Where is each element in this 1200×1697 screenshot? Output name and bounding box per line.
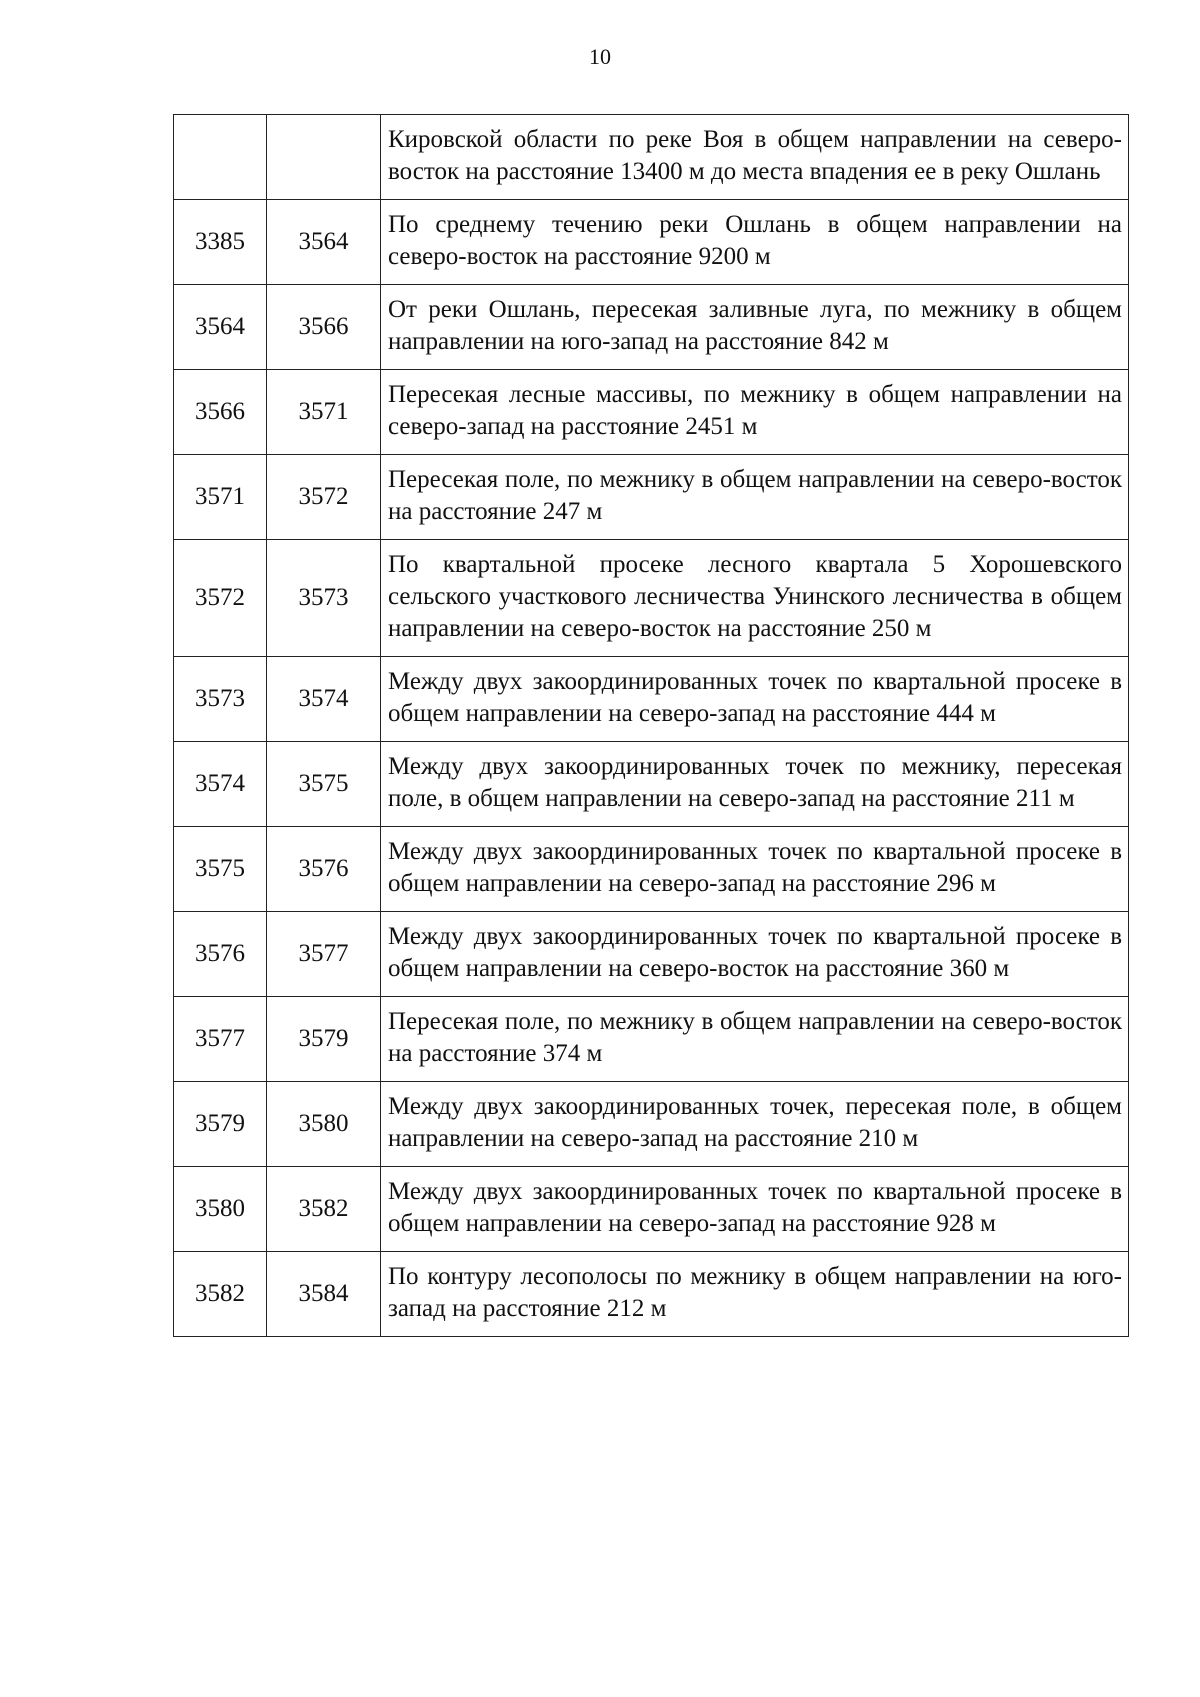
table-row — [174, 540, 1129, 657]
to-point-cell: 3564 — [267, 200, 381, 285]
from-point-cell: 3564 — [174, 285, 267, 370]
table-row — [174, 912, 1129, 997]
description-cell: От реки Ошлань, пересекая заливные луга, по межнику в общем направлении на юго-запад на расстояние 842 м — [381, 285, 1129, 370]
table-row — [174, 1167, 1129, 1252]
to-point-cell: 3582 — [267, 1167, 381, 1252]
to-point-cell — [267, 115, 381, 200]
to-point-cell: 3584 — [267, 1252, 381, 1337]
page-number: 10 — [589, 44, 611, 69]
from-point-cell: 3573 — [174, 657, 267, 742]
to-point-cell: 3572 — [267, 455, 381, 540]
description-cell: Между двух закоординированных точек по квартальной просеке в общем направлении на северо-запад на расстояние 444 м — [381, 657, 1129, 742]
to-point-cell: 3580 — [267, 1082, 381, 1167]
description-cell: Между двух закоординированных точек, пересекая поле, в общем направлении на северо-запад на расстояние 210 м — [381, 1082, 1129, 1167]
from-point-cell: 3576 — [174, 912, 267, 997]
table-row — [174, 997, 1129, 1082]
from-point-cell: 3574 — [174, 742, 267, 827]
to-point-cell: 3579 — [267, 997, 381, 1082]
table-row — [174, 370, 1129, 455]
from-point-cell: 3579 — [174, 1082, 267, 1167]
to-point-cell: 3574 — [267, 657, 381, 742]
to-point-cell: 3566 — [267, 285, 381, 370]
description-cell: Между двух закоординированных точек по квартальной просеке в общем направлении на северо-запад на расстояние 928 м — [381, 1167, 1129, 1252]
from-point-cell: 3571 — [174, 455, 267, 540]
from-point-cell: 3385 — [174, 200, 267, 285]
description-cell: По среднему течению реки Ошлань в общем направлении на северо-восток на расстояние 9200 м — [381, 200, 1129, 285]
to-point-cell: 3571 — [267, 370, 381, 455]
description-cell: Пересекая поле, по межнику в общем направлении на северо-восток на расстояние 374 м — [381, 997, 1129, 1082]
description-cell: Пересекая лесные массивы, по межнику в общем направлении на северо-запад на расстояние 2451 м — [381, 370, 1129, 455]
from-point-cell: 3575 — [174, 827, 267, 912]
table-row — [174, 657, 1129, 742]
description-cell: Пересекая поле, по межнику в общем направлении на северо-восток на расстояние 247 м — [381, 455, 1129, 540]
table-row — [174, 1252, 1129, 1337]
from-point-cell: 3580 — [174, 1167, 267, 1252]
description-cell: Между двух закоординированных точек по квартальной просеке в общем направлении на северо-восток на расстояние 360 м — [381, 912, 1129, 997]
from-point-cell — [174, 115, 267, 200]
table-row — [174, 742, 1129, 827]
description-cell: Кировской области по реке Воя в общем направлении на северо-восток на расстояние 13400 м до места впадения ее в реку Ошлань — [381, 115, 1129, 200]
from-point-cell: 3566 — [174, 370, 267, 455]
table-row — [174, 1082, 1129, 1167]
to-point-cell: 3575 — [267, 742, 381, 827]
from-point-cell: 3582 — [174, 1252, 267, 1337]
description-cell: По контуру лесополосы по межнику в общем направлении на юго-запад на расстояние 212 м — [381, 1252, 1129, 1337]
description-cell: Между двух закоординированных точек по квартальной просеке в общем направлении на северо-запад на расстояние 296 м — [381, 827, 1129, 912]
table-row — [174, 827, 1129, 912]
boundary-description-table — [173, 114, 1129, 1337]
description-cell: По квартальной просеке лесного квартала 5 Хорошевского сельского участкового лесничества Унинского лесничества в общем направлении на северо-восток на расстояние 250 м — [381, 540, 1129, 657]
table-row — [174, 115, 1129, 200]
from-point-cell: 3572 — [174, 540, 267, 657]
table-row — [174, 200, 1129, 285]
table-row — [174, 285, 1129, 370]
table-row — [174, 455, 1129, 540]
to-point-cell: 3577 — [267, 912, 381, 997]
from-point-cell: 3577 — [174, 997, 267, 1082]
description-cell: Между двух закоординированных точек по межнику, пересекая поле, в общем направлении на северо-запад на расстояние 211 м — [381, 742, 1129, 827]
to-point-cell: 3576 — [267, 827, 381, 912]
to-point-cell: 3573 — [267, 540, 381, 657]
